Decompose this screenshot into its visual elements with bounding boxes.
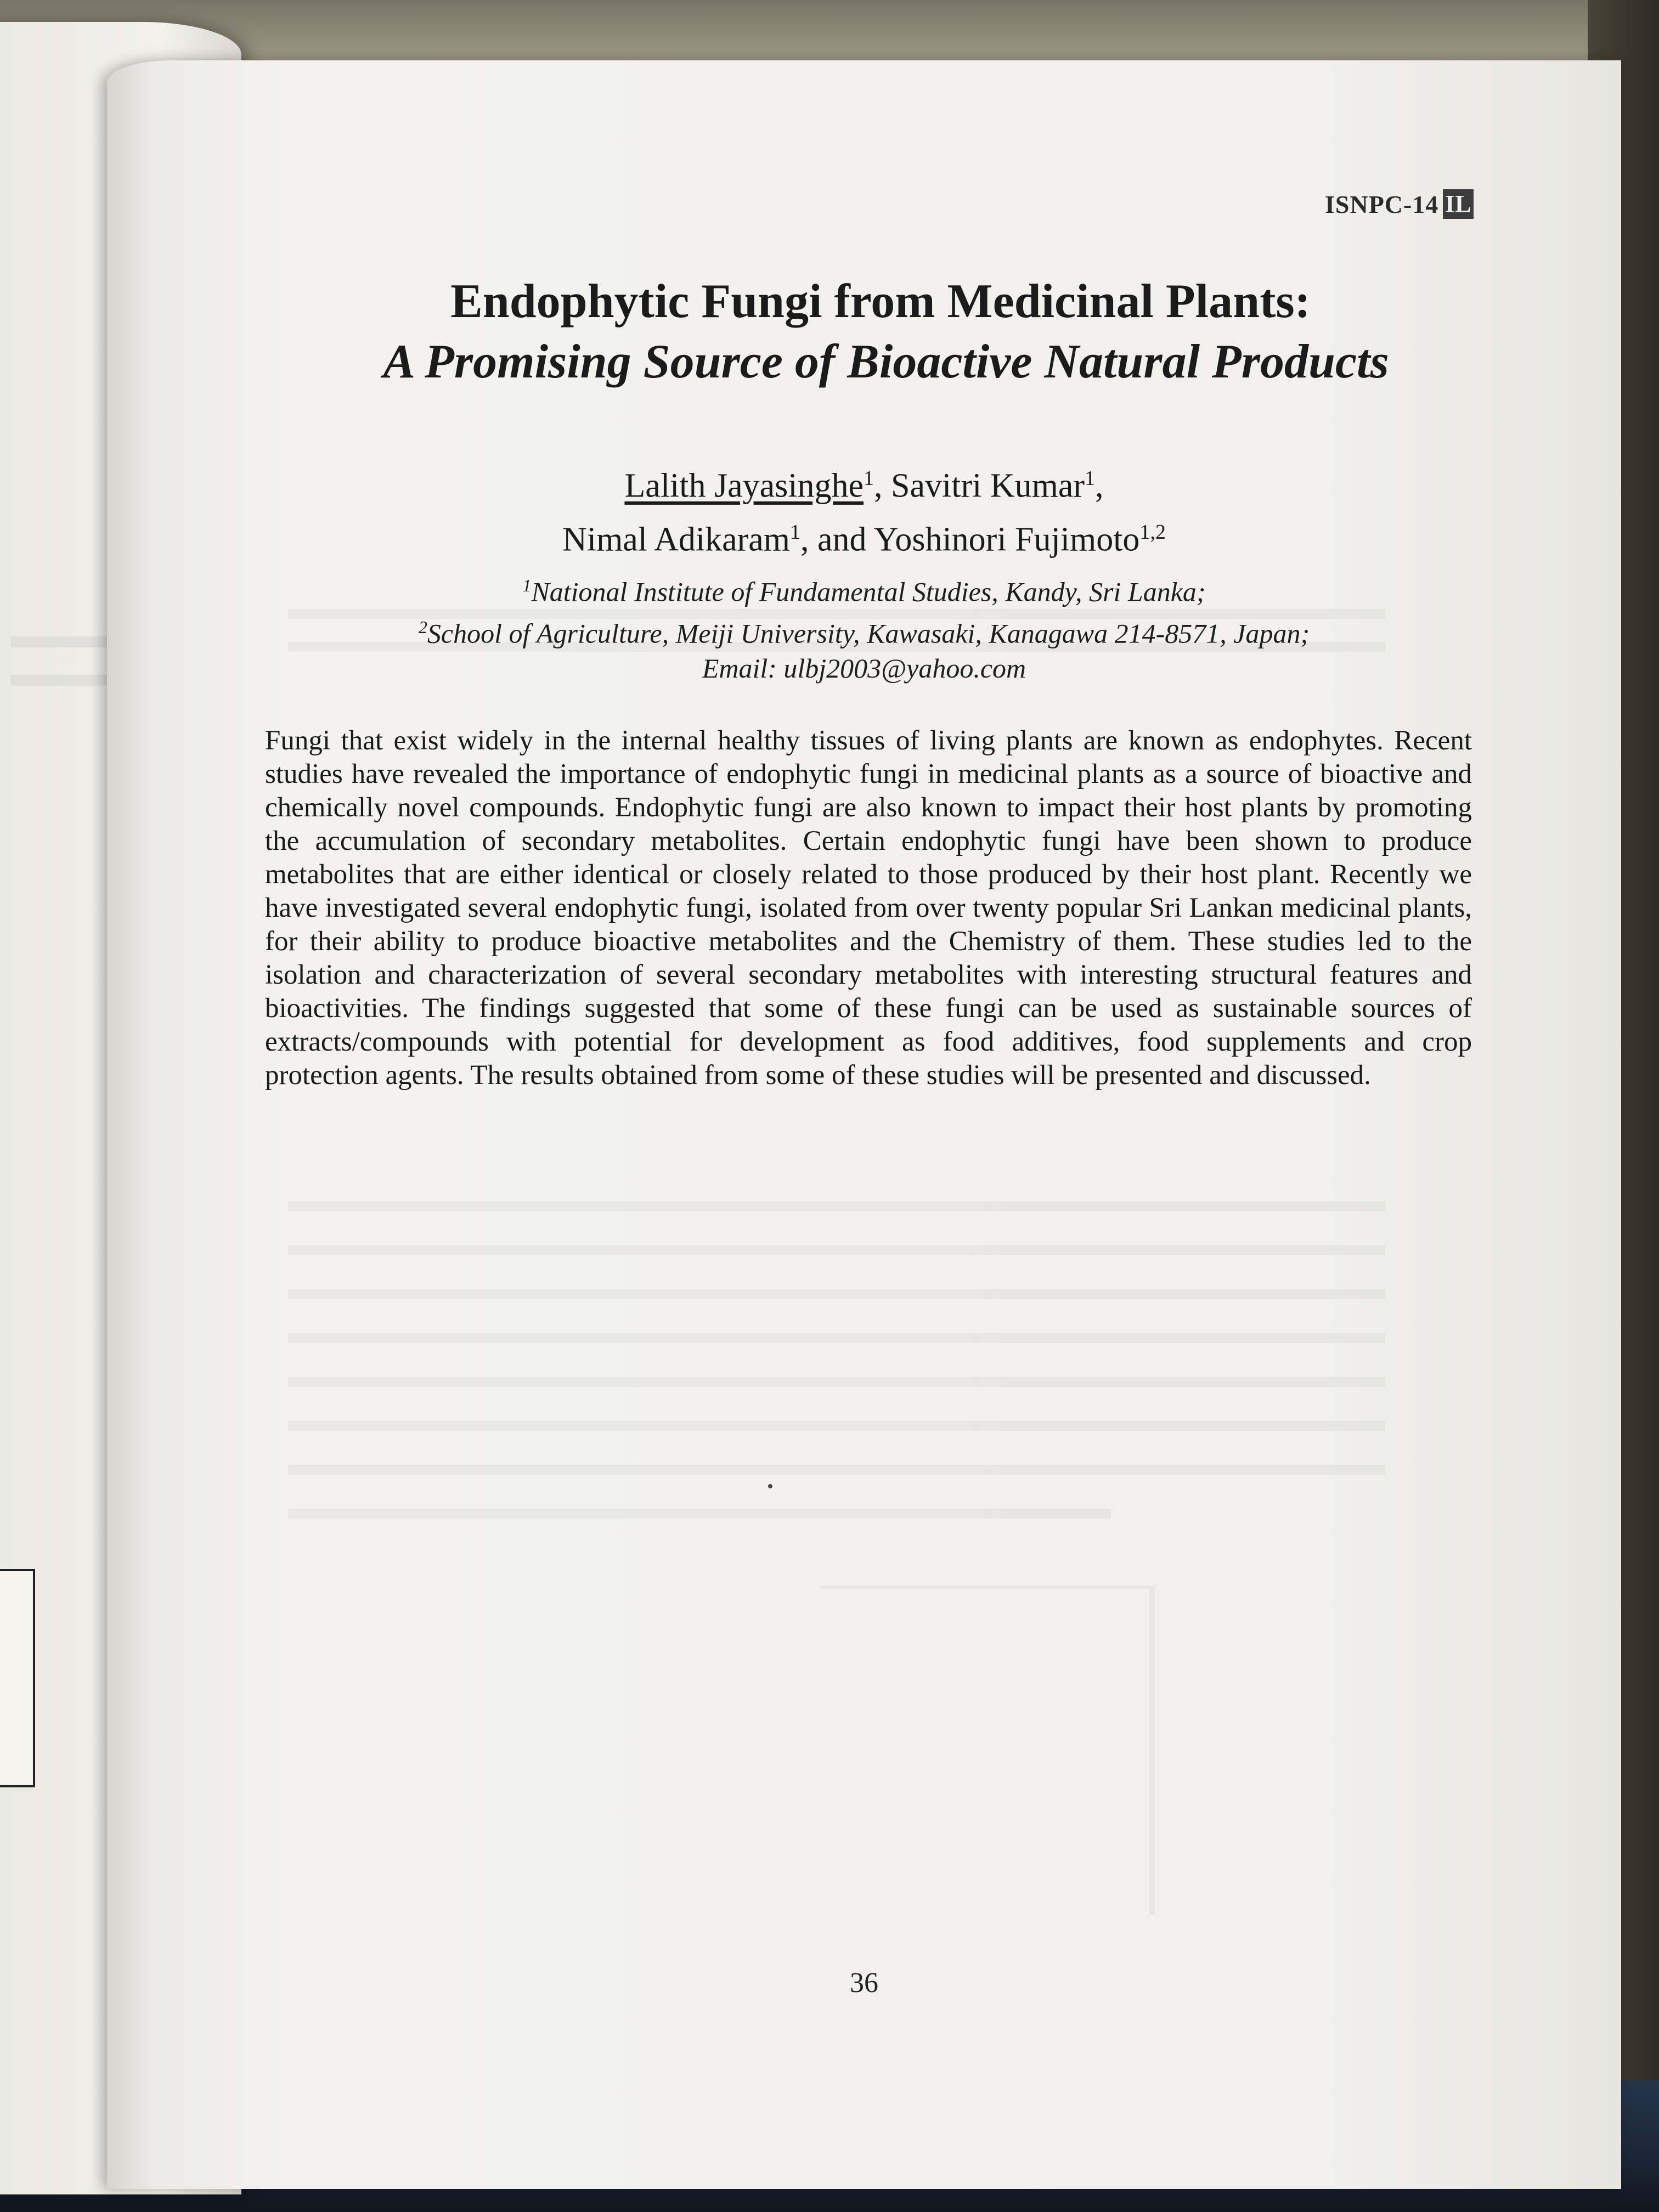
affiliation-text: National Institute of Fundamental Studies, Kandy, Sri Lanka; (531, 576, 1206, 607)
affil-sup: 1 (522, 575, 532, 595)
show-through (288, 1333, 1385, 1343)
show-through (820, 1585, 1149, 1589)
show-through (288, 1289, 1385, 1299)
author-line-1 (107, 455, 1621, 509)
author-line-2 (107, 509, 1621, 563)
show-through (288, 1201, 1385, 1211)
affiliation-1 (107, 568, 1621, 610)
show-through (288, 1421, 1385, 1431)
show-through (288, 1245, 1385, 1255)
article-title (107, 272, 1621, 392)
author: Nimal Adikaram (562, 521, 791, 558)
author-presenting: Lalith Jayasinghe (624, 467, 864, 505)
right-page (107, 60, 1621, 2189)
title-line-1: Endophytic Fungi from Medicinal Plants: (450, 275, 1311, 328)
page-number: 36 (850, 1967, 878, 1999)
figure-box-edge (0, 1569, 35, 1787)
affiliation-text: School of Agriculture, Meiji University, Kawasaki, Kanagawa 214-8571, Japan; (427, 618, 1310, 649)
affiliation-2 (107, 610, 1621, 651)
author: , and Yoshinori Fujimoto (800, 521, 1140, 558)
affiliations (107, 568, 1621, 686)
title-line-2: A Promising Source of Bioactive Natural Products (383, 335, 1389, 388)
author-sup: 1,2 (1139, 520, 1166, 544)
speck (768, 1484, 772, 1488)
author: , Savitri Kumar (874, 467, 1085, 505)
author-sup: 1 (1085, 467, 1096, 490)
author-sup: 1 (864, 467, 874, 490)
invited-lecture-badge: IL (1443, 189, 1474, 219)
email: Email: ulbj2003@yahoo.com (702, 653, 1026, 684)
author-list (107, 455, 1621, 562)
show-through (288, 1509, 1111, 1519)
affil-sup: 2 (418, 617, 427, 637)
show-through (288, 1465, 1385, 1475)
conference-tag (1325, 189, 1474, 219)
separator: , (1095, 467, 1104, 505)
show-through (1149, 1585, 1155, 1915)
abstract-paragraph: Fungi that exist widely in the internal healthy tissues of living plants are known as endophytes. Recent studies have revealed the importance of endophytic fungi in medicinal plants as a source of bioactive and chemically novel compounds. Endophytic fungi are also known to impact their host plants by promoting the accumulation of secondary metabolites. Certain endophytic fungi have been shown to produce metabolites that are either identical or closely related to those produced by their host plant. Recently we have investigated several endophytic fungi, isolated from over twenty popular Sri Lankan medicinal plants, for their ability to produce bioactive metabolites and the Chemistry of them. These studies led to the isolation and characterization of several secondary metabolites with interesting structural features and bioactivities. The findings suggested that some of these fungi can be used as sustainable sources of extracts/compounds with potential for development as food additives, food supplements and crop protection agents. The results obtained from some of these studies will be presented and discussed. (265, 725, 1472, 1091)
author-sup: 1 (790, 520, 801, 544)
conference-label: ISNPC-14 (1325, 190, 1439, 218)
show-through (288, 1377, 1385, 1387)
